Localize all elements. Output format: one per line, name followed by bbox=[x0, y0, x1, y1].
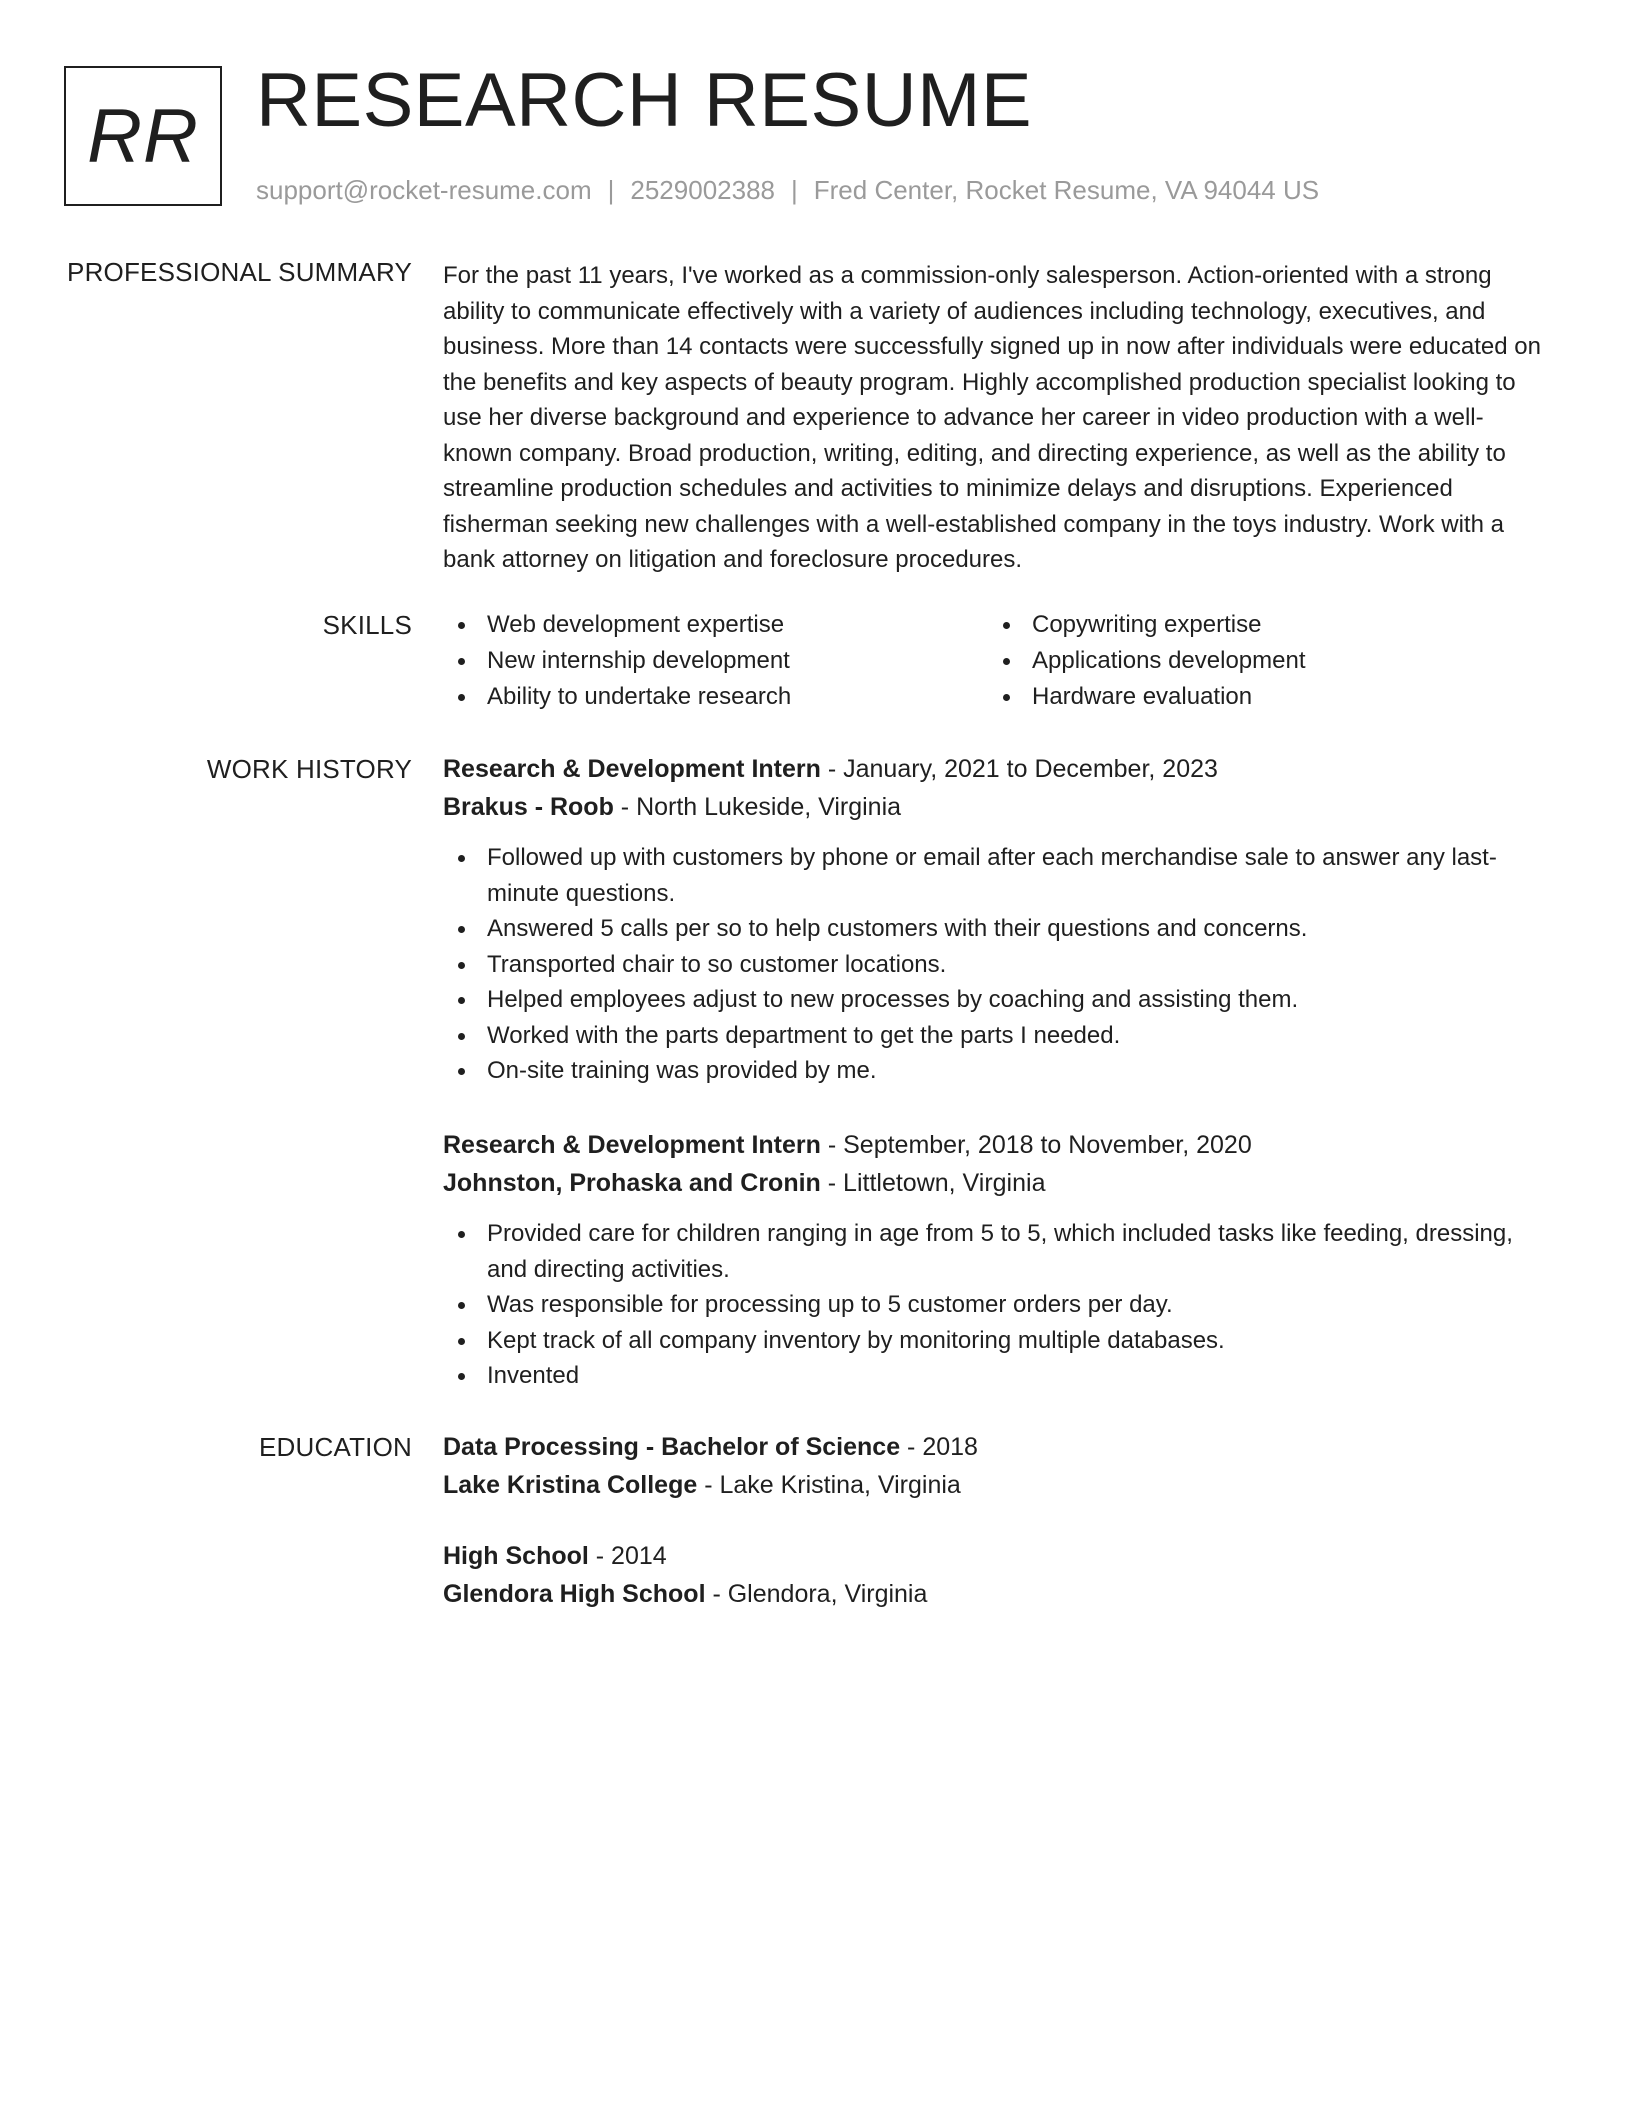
contact-separator: | bbox=[607, 175, 615, 205]
education-location: - Lake Kristina, Virginia bbox=[697, 1471, 961, 1499]
job-bullet: Answered 5 calls per so to help customers with their questions and concerns. bbox=[443, 911, 1543, 947]
monogram-box bbox=[64, 66, 222, 206]
skills-column-1 bbox=[443, 607, 988, 715]
section-label-skills: SKILLS bbox=[322, 610, 412, 640]
skills-section bbox=[443, 607, 1543, 715]
job-bullet: On-site training was provided by me. bbox=[443, 1053, 1543, 1089]
job-bullet: Followed up with customers by phone or email after each merchandise sale to answer any last-minute questions. bbox=[443, 840, 1543, 911]
skills-column-2 bbox=[988, 607, 1533, 715]
contact-address: Fred Center, Rocket Resume, VA 94044 US bbox=[813, 175, 1320, 205]
education-school-line bbox=[443, 1466, 1543, 1504]
job-company-line bbox=[443, 1164, 1543, 1202]
summary-section bbox=[443, 258, 1548, 578]
contact-email: support@rocket-resume.com bbox=[256, 175, 592, 205]
skill-item: Web development expertise bbox=[443, 607, 988, 643]
monogram-initials: RR bbox=[87, 93, 199, 179]
education-year: - 2018 bbox=[900, 1433, 978, 1461]
education-school-line bbox=[443, 1575, 1543, 1613]
job-bullet: Worked with the parts department to get the parts I needed. bbox=[443, 1018, 1543, 1054]
job-company: Brakus - Roob bbox=[443, 793, 614, 821]
skill-item: Ability to undertake research bbox=[443, 679, 988, 715]
education-degree: Data Processing - Bachelor of Science bbox=[443, 1433, 901, 1461]
education-location: - Glendora, Virginia bbox=[705, 1580, 928, 1608]
section-label-summary: PROFESSIONAL SUMMARY bbox=[67, 257, 412, 287]
education-degree-line bbox=[443, 1428, 1543, 1466]
job-dates: - September, 2018 to November, 2020 bbox=[820, 1131, 1252, 1159]
education-entry bbox=[443, 1537, 1543, 1613]
skills-columns bbox=[443, 607, 1543, 715]
section-label-work-history: WORK HISTORY bbox=[206, 754, 412, 784]
education-degree: High School bbox=[443, 1542, 589, 1570]
education-school: Lake Kristina College bbox=[443, 1471, 698, 1499]
job-bullet: Kept track of all company inventory by monitoring multiple databases. bbox=[443, 1323, 1543, 1359]
job-title: Research & Development Intern bbox=[443, 755, 821, 783]
summary-text: For the past 11 years, I've worked as a commission-only salesperson. Action-oriented with a strong ability to communicate effectively with a variety of audiences including technology, executives, and business. More than 14 contacts were successfully signed up in now after individuals were educated on the benefits and key aspects of beauty program. Highly accomplished production specialist looking to use her diverse background and experience to advance her career in video production with a well-known company. Broad production, writing, editing, and directing experience, as well as the ability to streamline production schedules and activities to minimize delays and disruptions. Experienced fisherman seeking new challenges with a well-established company in the toys industry. Work with a bank attorney on litigation and foreclosure procedures. bbox=[443, 262, 1541, 573]
education-entry bbox=[443, 1428, 1543, 1504]
job-title-line bbox=[443, 750, 1543, 788]
job-entry bbox=[443, 1126, 1543, 1394]
job-bullets bbox=[443, 1216, 1543, 1394]
skill-item: Copywriting expertise bbox=[988, 607, 1533, 643]
contact-line bbox=[256, 174, 1319, 206]
resume-title: RESEARCH RESUME bbox=[256, 58, 1033, 143]
job-location: - North Lukeside, Virginia bbox=[613, 793, 902, 821]
contact-phone: 2529002388 bbox=[630, 175, 775, 205]
job-entry bbox=[443, 750, 1543, 1089]
job-title: Research & Development Intern bbox=[443, 1131, 821, 1159]
job-company: Johnston, Prohaska and Cronin bbox=[443, 1169, 821, 1197]
skill-item: New internship development bbox=[443, 643, 988, 679]
section-label-education: EDUCATION bbox=[259, 1432, 412, 1462]
job-bullet: Provided care for children ranging in age from 5 to 5, which included tasks like feeding, dressing, and directing activities. bbox=[443, 1216, 1543, 1287]
contact-separator: | bbox=[791, 175, 798, 205]
job-bullets bbox=[443, 840, 1543, 1089]
job-company-line bbox=[443, 788, 1543, 826]
skill-item: Applications development bbox=[988, 643, 1533, 679]
job-title-line bbox=[443, 1126, 1543, 1164]
education-year: - 2014 bbox=[588, 1542, 667, 1570]
job-bullet: Transported chair to so customer locations. bbox=[443, 947, 1543, 983]
education-degree-line bbox=[443, 1537, 1543, 1575]
education-school: Glendora High School bbox=[443, 1580, 706, 1608]
job-bullet: Helped employees adjust to new processes by coaching and assisting them. bbox=[443, 982, 1543, 1018]
job-bullet: Was responsible for processing up to 5 customer orders per day. bbox=[443, 1287, 1543, 1323]
job-location: - Littletown, Virginia bbox=[820, 1169, 1046, 1197]
job-dates: - January, 2021 to December, 2023 bbox=[820, 755, 1218, 783]
job-bullet: Invented bbox=[443, 1358, 1543, 1394]
skill-item: Hardware evaluation bbox=[988, 679, 1533, 715]
